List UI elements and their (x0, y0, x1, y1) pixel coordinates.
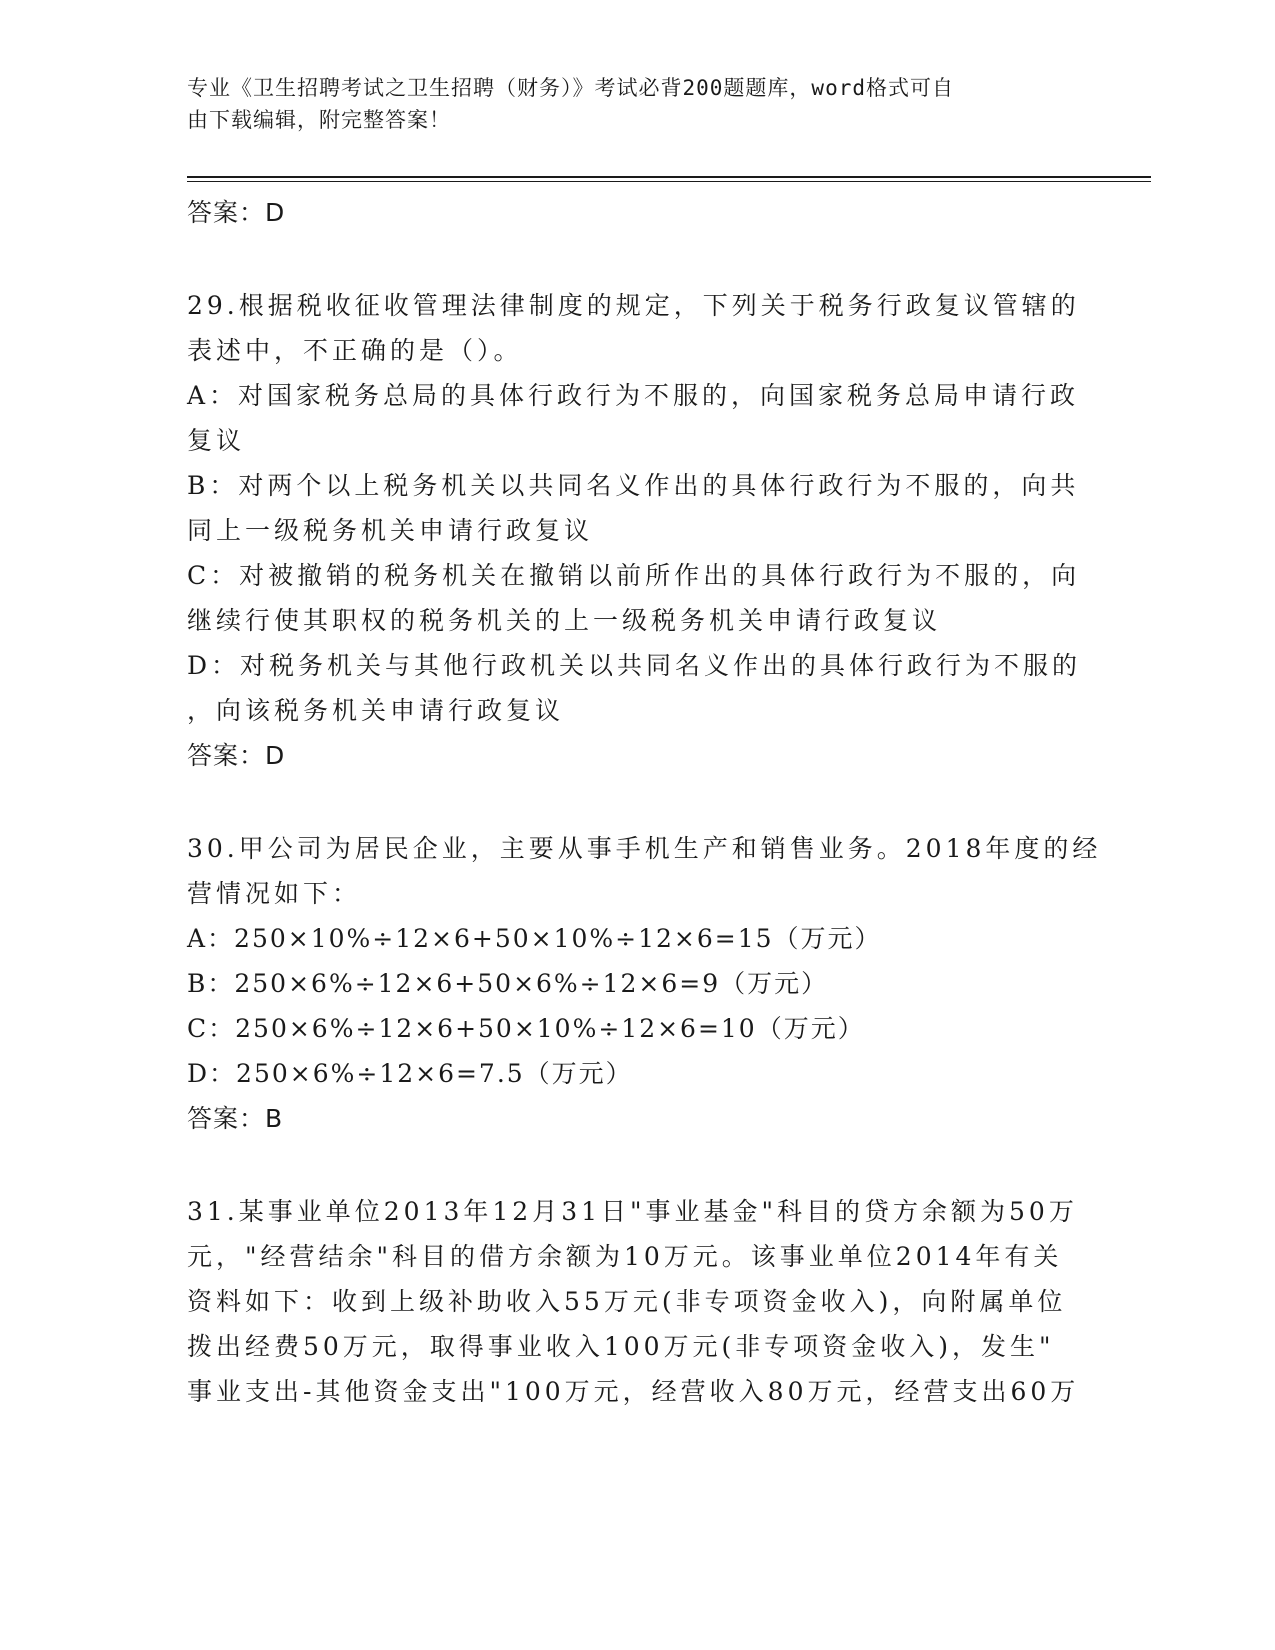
header-divider-thin (187, 181, 1151, 182)
document-body (187, 190, 1102, 1414)
header-line-2: 由下载编辑，附完整答案！ (187, 108, 451, 132)
question-29-option-d-line-1: D：对税务机关与其他行政机关以共同名义作出的具体行政行为不服的 (187, 651, 1082, 680)
question-31-stem-line-2: 元，"经营结余"科目的借方余额为10万元。该事业单位2014年有关 (187, 1242, 1063, 1271)
answer-30: 答案：B (187, 1104, 284, 1133)
question-29-option-a-line-1: A：对国家税务总局的具体行政行为不服的，向国家税务总局申请行政 (187, 381, 1080, 410)
header-line-1: 专业《卫生招聘考试之卫生招聘（财务）》考试必背200题题库，word格式可自 (187, 76, 954, 100)
question-29 (187, 283, 1087, 779)
question-30-stem-line-2: 营情况如下： (187, 879, 362, 908)
question-29-option-c-line-1: C：对被撤销的税务机关在撤销以前所作出的具体行政行为不服的，向 (187, 561, 1081, 590)
header-divider-thick (187, 176, 1151, 178)
page-header (187, 72, 1067, 136)
question-30-option-b: B：250×6%÷12×6+50×6%÷12×6=9（万元） (187, 969, 829, 998)
answer-previous: 答案：D (187, 198, 286, 227)
question-29-option-a-line-2: 复议 (187, 426, 246, 455)
question-31 (187, 1189, 1087, 1414)
question-31-stem-line-3: 资料如下：收到上级补助收入55万元(非专项资金收入)，向附属单位 (187, 1287, 1067, 1316)
question-30-option-a: A：250×10%÷12×6+50×10%÷12×6=15（万元） (187, 924, 882, 953)
answer-29: 答案：D (187, 741, 286, 770)
question-29-stem-line-2: 表述中，不正确的是（）。 (187, 336, 523, 365)
question-29-option-b-line-2: 同上一级税务机关申请行政复议 (187, 516, 594, 545)
question-29-option-d-line-2: ，向该税务机关申请行政复议 (187, 696, 565, 725)
question-31-stem-line-4: 拨出经费50万元，取得事业收入100万元(非专项资金收入)，发生" (187, 1332, 1055, 1361)
question-30 (187, 826, 1102, 1142)
question-29-stem-line-1: 29.根据税收征收管理法律制度的规定，下列关于税务行政复议管辖的 (187, 291, 1080, 320)
question-30-option-d: D：250×6%÷12×6=7.5（万元） (187, 1059, 633, 1088)
question-29-option-b-line-1: B：对两个以上税务机关以共同名义作出的具体行政行为不服的，向共 (187, 471, 1080, 500)
question-31-stem-line-1: 31.某事业单位2013年12月31日"事业基金"科目的贷方余额为50万 (187, 1197, 1078, 1226)
question-30-stem-line-1: 30.甲公司为居民企业，主要从事手机生产和销售业务。2018年度的经 (187, 834, 1102, 863)
question-30-option-c: C：250×6%÷12×6+50×10%÷12×6=10（万元） (187, 1014, 865, 1043)
question-29-option-c-line-2: 继续行使其职权的税务机关的上一级税务机关申请行政复议 (187, 606, 942, 635)
question-31-stem-line-5: 事业支出-其他资金支出"100万元，经营收入80万元，经营支出60万 (187, 1377, 1080, 1406)
